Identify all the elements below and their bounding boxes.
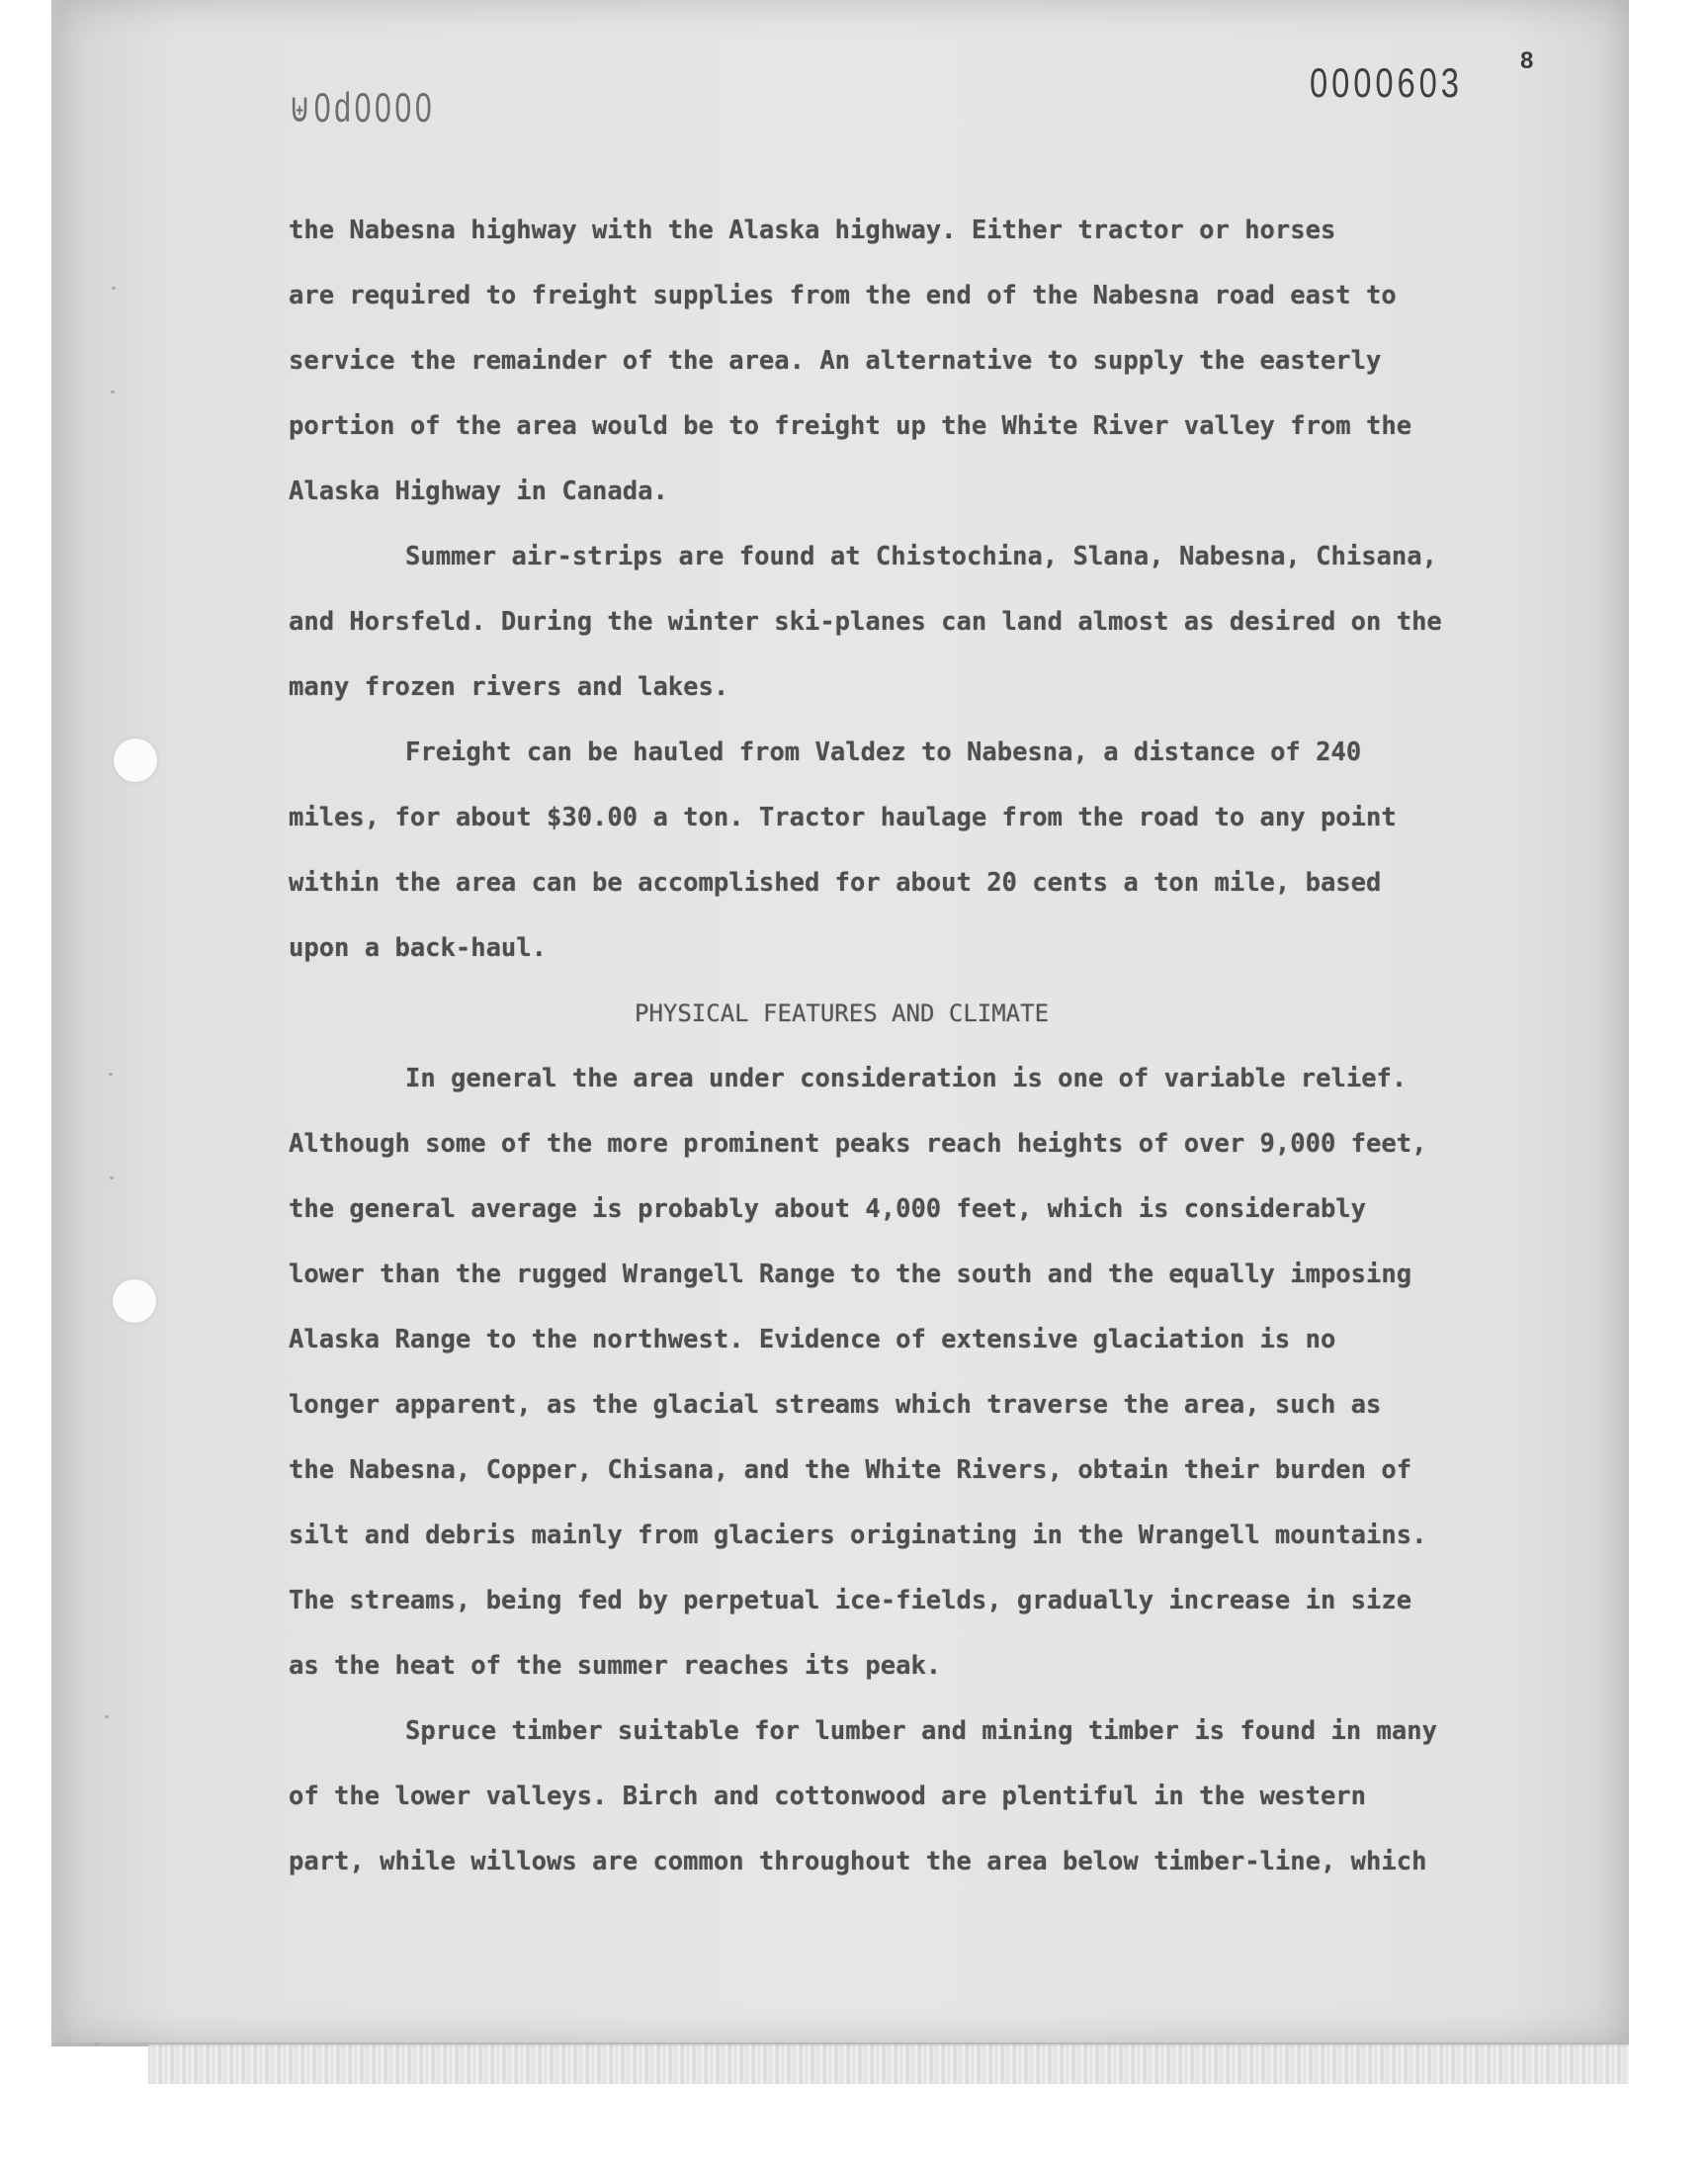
speck [105,1715,109,1718]
text-line: as the heat of the summer reaches its peak. [289,1651,942,1681]
speck [112,287,116,290]
document-stamp-right: 0000603 [1310,59,1463,106]
text-line: portion of the area would be to freight up the White River valley from the [289,411,1412,441]
text-line: Alaska Range to the northwest. Evidence of extensive glaciation is no [289,1325,1336,1354]
text-line: are required to freight supplies from the end of the Nabesna road east to [289,281,1397,310]
text-line: lower than the rugged Wrangell Range to the south and the equally imposing [289,1260,1412,1289]
text-line: the Nabesna highway with the Alaska highway. Either tractor or horses [289,216,1336,245]
text-line: Although some of the more prominent peaks reach heights of over 9,000 feet, [289,1129,1427,1159]
punch-hole [113,1279,156,1323]
text-line: The streams, being fed by perpetual ice-fields, gradually increase in size [289,1586,1412,1615]
text-line: silt and debris mainly from glaciers originating in the Wrangell mountains. [289,1521,1427,1550]
text-line: upon a back-haul. [289,933,547,963]
text-line: In general the area under consideration is one of variable relief. [405,1064,1408,1093]
text-line: part, while willows are common throughout the area below timber-line, which [289,1847,1427,1876]
speck [95,2043,99,2045]
text-line: many frozen rivers and lakes. [289,672,729,702]
text-line: service the remainder of the area. An alternative to supply the easterly [289,346,1382,376]
text-line: the Nabesna, Copper, Chisana, and the White Rivers, obtain their burden of [289,1455,1412,1485]
text-line: within the area can be accomplished for about 20 cents a ton mile, based [289,868,1382,898]
text-line: the general average is probably about 4,000 feet, which is considerably [289,1194,1367,1224]
document-body [289,198,1574,1894]
text-line: longer apparent, as the glacial streams which traverse the area, such as [289,1390,1382,1420]
section-heading: PHYSICAL FEATURES AND CLIMATE [635,1000,1050,1027]
page-left-shadow [51,0,69,2044]
speck [110,1176,114,1179]
page-number: 8 [1520,47,1534,74]
text-line: Alaska Highway in Canada. [289,477,668,506]
speck [111,391,115,393]
document-stamp-left: ⊎0d0000 [289,84,436,130]
scanner-edge-strip [148,2044,1629,2084]
text-line: of the lower valleys. Birch and cottonwood are plentiful in the western [289,1782,1367,1811]
speck [109,1073,113,1076]
text-line: miles, for about $30.00 a ton. Tractor haulage from the road to any point [289,803,1397,832]
text-line: Summer air-strips are found at Chistochina, Slana, Nabesna, Chisana, [405,542,1437,571]
punch-hole [114,739,157,782]
text-line: Spruce timber suitable for lumber and mining timber is found in many [405,1716,1437,1746]
text-line: and Horsfeld. During the winter ski-planes can land almost as desired on the [289,607,1442,637]
text-line: Freight can be hauled from Valdez to Nabesna, a distance of 240 [405,738,1362,767]
